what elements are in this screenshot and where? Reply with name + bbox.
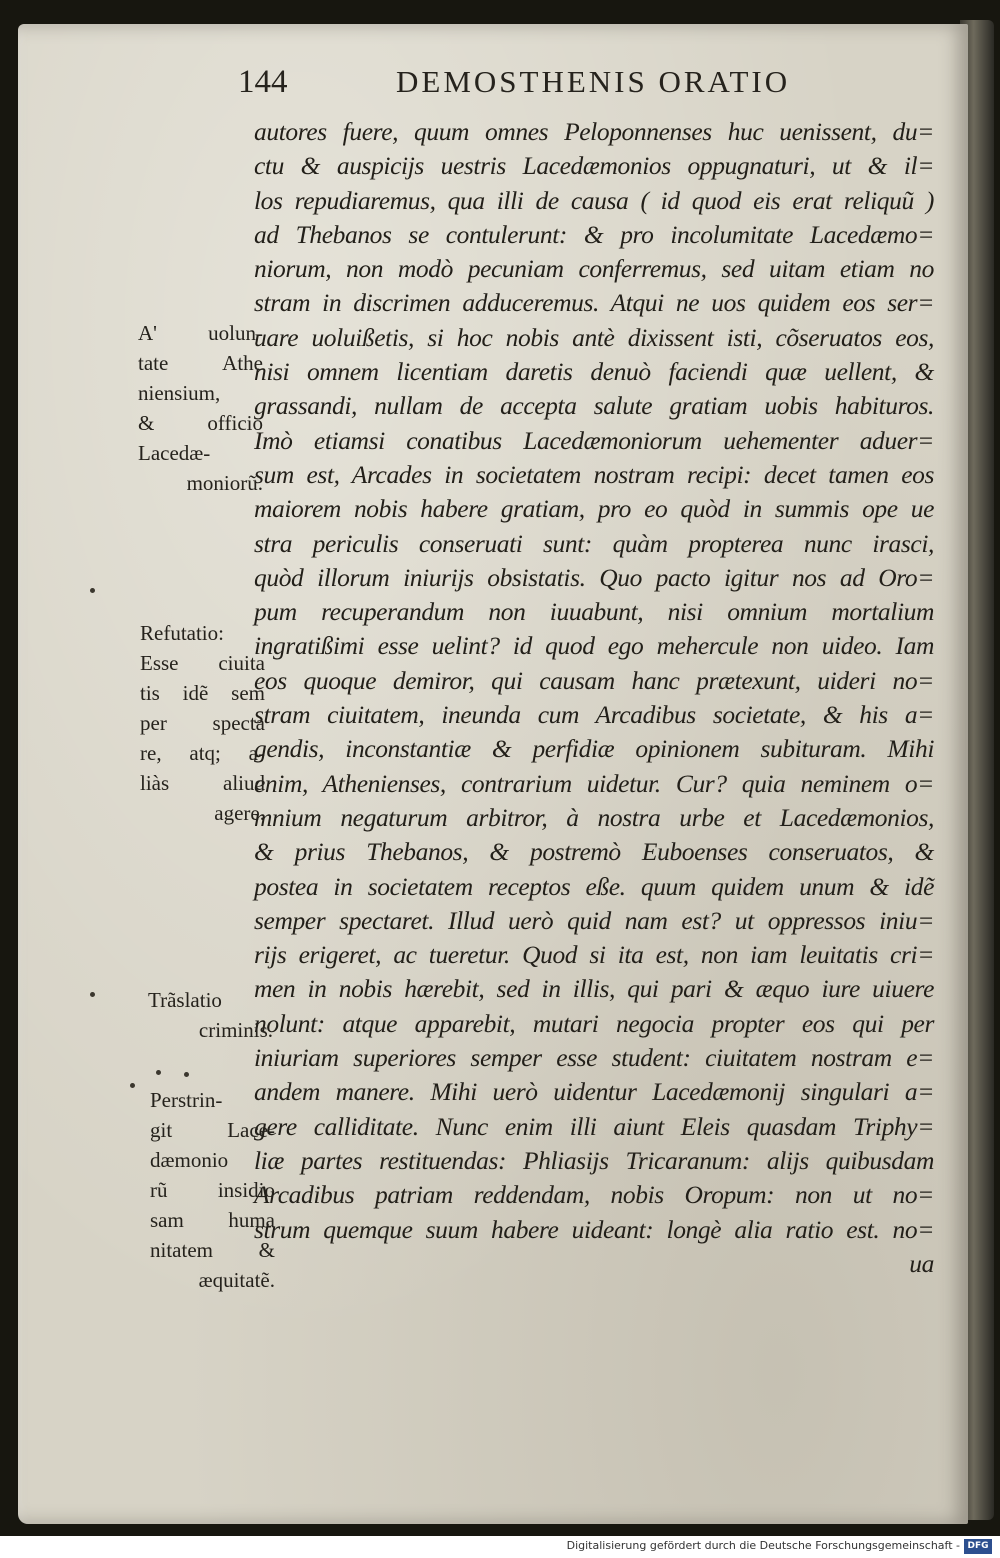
text-line: ad Thebanos se contulerunt: & pro incolumitate Lacedæmo= xyxy=(254,219,934,249)
text-line: Imò etiamsi conatibus Lacedæmoniorum uehementer aduer= xyxy=(254,425,934,455)
text-line: quòd illorum iniurijs obsistatis. Quo pacto igitur nos ad Oro= xyxy=(254,562,934,592)
text-line: liæ partes restituendas: Phliasijs Tricaranum: alijs quibusdam xyxy=(254,1145,934,1175)
text-line: rijs erigeret, ac tueretur. Quod si ita est, non iam leuitatis cri= xyxy=(254,940,934,970)
text-line: nolunt: atque apparebit, mutari negocia propter eos qui per xyxy=(254,1008,934,1038)
margin-note-line: sam huma xyxy=(150,1208,275,1232)
dfg-logo: DFG xyxy=(964,1539,992,1554)
margin-note-line: nitatem & xyxy=(150,1238,275,1262)
text-line: ctu & auspicijs uestris Lacedæmonios oppugnaturi, ut & il= xyxy=(254,151,934,181)
text-line: stra periculis conseruati sunt: quàm propterea nunc irasci, xyxy=(254,528,934,558)
text-line: uare uoluißetis, si hoc nobis antè dixissent isti, cõseruatos eos, xyxy=(254,322,934,352)
text-line: nisi omnem licentiam daretis denuò faciendi quæ uellent, & xyxy=(254,357,934,387)
margin-note-line: Perstrin- xyxy=(150,1088,223,1112)
text-line: iniuriam superiores semper esse student: ciuitatem nostram e= xyxy=(254,1043,934,1073)
text-line: stram ciuitatem, ineunda cum Arcadibus societate, & his a= xyxy=(254,700,934,730)
text-line: & prius Thebanos, & postremò Euboenses conseruatos, & xyxy=(254,837,934,867)
margin-note-line: criminis. xyxy=(198,1018,273,1042)
margin-note-line: agere. xyxy=(214,801,265,825)
margin-note-line: Trãslatio xyxy=(148,988,222,1012)
text-line: sum est, Arcades in societatem nostram recipi: decet tamen eos xyxy=(254,459,934,489)
margin-note-line: & officio xyxy=(138,411,263,435)
margin-note-line: per specta xyxy=(140,711,265,735)
text-line: gendis, inconstantiæ & perfidiæ opinionem subituram. Mihi xyxy=(254,734,934,764)
margin-note-line: Lacedæ- xyxy=(138,441,211,465)
text-line: stram in discrimen adduceremus. Atqui ne uos quidem eos ser= xyxy=(254,288,934,318)
margin-note-line: rũ insidio xyxy=(150,1178,275,1202)
margin-note-line: tis idẽ sem xyxy=(140,681,265,705)
page-number: 144 xyxy=(238,64,288,100)
text-line: Arcadibus patriam reddendam, nobis Oropum: non ut no= xyxy=(254,1180,934,1210)
margin-note-line: Refutatio: xyxy=(140,621,224,645)
margin-note-line: moniorũ. xyxy=(186,471,263,495)
text-line: gere calliditate. Nunc enim illi aiunt Eleis quasdam Triphy= xyxy=(254,1111,934,1141)
text-line: mnium negaturum arbitror, à nostra urbe et Lacedæmonios, xyxy=(254,802,934,832)
text-line: maiorem nobis habere gratiam, pro eo quòd in summis ope ue xyxy=(254,494,934,524)
text-line: semper spectaret. Illud uerò quid nam est? ut oppressos iniu= xyxy=(254,905,934,935)
main-text-block xyxy=(254,115,934,1281)
running-title: DEMOSTHENIS ORATIO xyxy=(396,64,791,99)
ink-speck xyxy=(156,1070,161,1075)
text-line: grassandi, nullam de accepta salute gratiam uobis habituros. xyxy=(254,391,934,421)
footer-bar xyxy=(0,1536,1000,1558)
text-line: autores fuere, quum omnes Peloponnenses huc uenissent, du= xyxy=(254,117,934,146)
text-line: men in nobis hærebit, sed in illis, qui pari & æquo iure uiuere xyxy=(254,974,934,1004)
text-line: niorum, non modò pecuniam conferremus, sed uitam etiam no xyxy=(254,254,934,284)
ink-speck xyxy=(90,992,95,997)
margin-note-line: liàs aliud xyxy=(140,771,265,795)
text-line: los repudiaremus, qua illi de causa ( id quod eis erat reliquũ ) xyxy=(254,185,934,215)
text-line: postea in societatem receptos eße. quum quidem unum & idẽ xyxy=(254,871,934,901)
text-line: ingratißimi esse uelint? id quod ego mehercule non uideo. Iam xyxy=(254,631,934,661)
running-head xyxy=(238,64,838,108)
ink-speck xyxy=(184,1072,189,1077)
margin-note-line: git Lace- xyxy=(150,1118,275,1142)
margin-note-line: Esse ciuita xyxy=(140,651,265,675)
margin-note-line: dæmonio xyxy=(150,1148,229,1172)
margin-note-line: re, atq; a- xyxy=(140,741,265,765)
text-line: pum recuperandum non iuuabunt, nisi omnium mortalium xyxy=(254,597,934,627)
text-line: eos quoque demiror, qui causam hanc prætexunt, uideri no= xyxy=(254,665,934,695)
margin-note-line: A' uolun- xyxy=(138,321,263,345)
text-line: andem manere. Mihi uerò uidentur Lacedæmonij singulari a= xyxy=(254,1077,934,1107)
text-line: ua xyxy=(909,1248,934,1278)
text-line: strum quemque suum habere uideant: longè alia ratio est. no= xyxy=(254,1214,934,1244)
text-line: enim, Athenienses, contrarium uidetur. Cur? quia neminem o= xyxy=(254,768,934,798)
footer-credit: Digitalisierung gefördert durch die Deutsche Forschungsgemeinschaft - xyxy=(566,1539,960,1552)
ink-speck xyxy=(90,588,95,593)
margin-note-line: æquitatẽ. xyxy=(198,1268,275,1292)
margin-note-line: niensium, xyxy=(138,381,221,405)
ink-speck xyxy=(130,1083,135,1088)
margin-note-line: tate Athe xyxy=(138,351,263,375)
